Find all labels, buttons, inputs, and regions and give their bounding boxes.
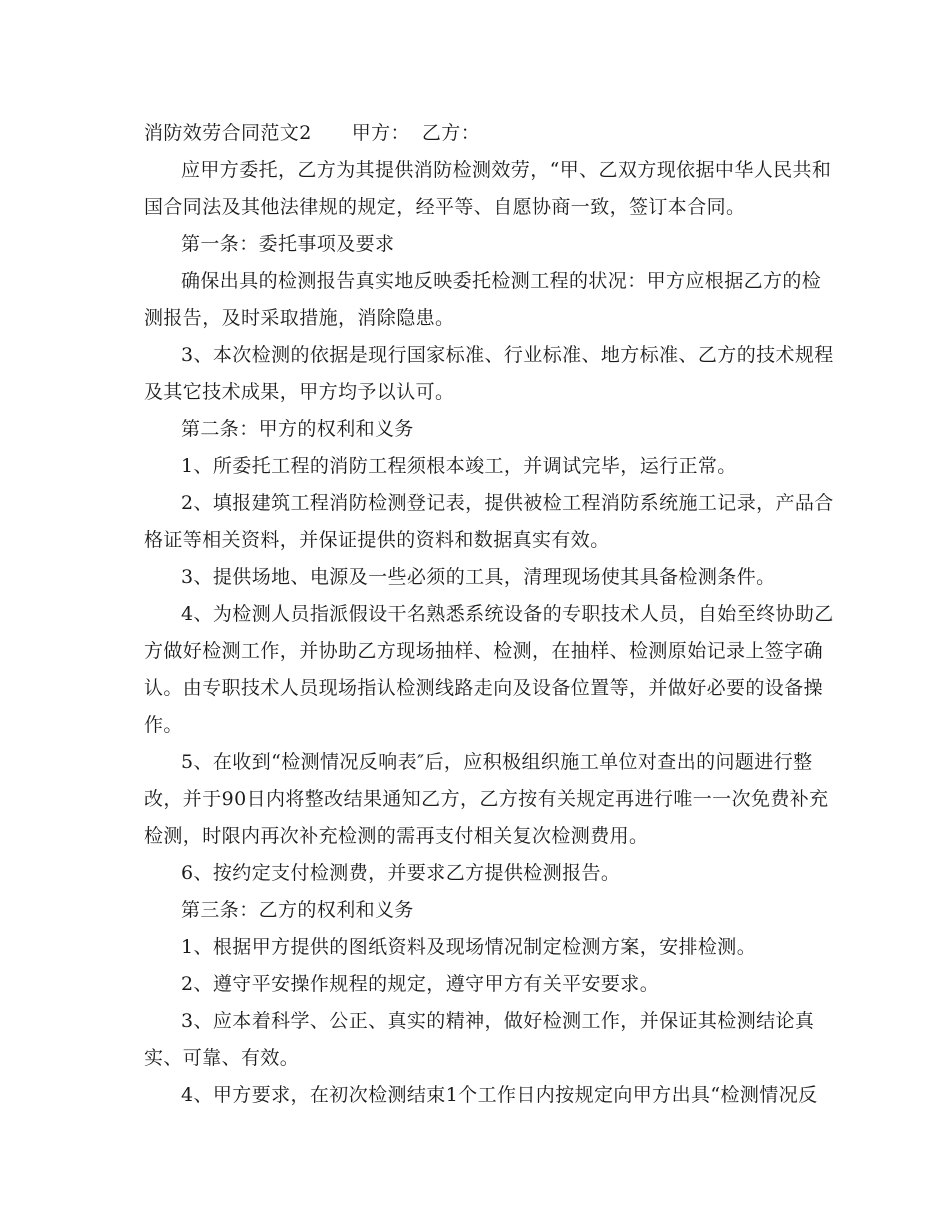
paragraph-line: 2、遵守平安操作规程的规定，遵守甲方有关平安要求。: [181, 973, 660, 995]
paragraph-line: 应甲方委托，乙方为其提供消防检测效劳，“甲、乙双方现依据中华人民共和: [181, 159, 832, 181]
paragraph-line: 1、根据甲方提供的图纸资料及现场情况制定检测方案，安排检测。: [181, 936, 757, 958]
paragraph-line: 国合同法及其他法律规的规定，经平等、自愿协商一致，签订本合同。: [144, 196, 746, 218]
paragraph-line: 认。由专职技术人员现场指认检测线路走向及设备位置等，并做好必要的设备操: [144, 677, 824, 699]
paragraph-line: 2、填报建筑工程消防检测登记表，提供被检工程消防系统施工记录，产品合: [181, 492, 834, 514]
paragraph-line: 确保出具的检测报告真实地反映委托检测工程的状况：甲方应根据乙方的检: [181, 270, 822, 292]
section-heading: 第二条：甲方的权利和义务: [181, 418, 414, 440]
paragraph-line: 3、应本着科学、公正、真实的精神，做好检测工作，并保证其检测结论真: [181, 1010, 815, 1032]
paragraph-line: 方做好检测工作，并协助乙方现场抽样、检测，在抽样、检测原始记录上签字确: [144, 640, 824, 662]
paragraph-line: 4、为检测人员指派假设干名熟悉系统设备的专职技术人员，自始至终协助乙: [181, 603, 834, 625]
paragraph-line: 4、甲方要求，在初次检测结束1个工作日内按规定向甲方出具“检测情况反: [181, 1084, 818, 1106]
section-heading: 第一条：委托事项及要求: [181, 233, 395, 255]
paragraph-line: 作。: [144, 714, 183, 736]
paragraph-line: 测报告，及时采取措施，消除隐患。: [144, 307, 455, 329]
party-a-label: 甲方：: [351, 122, 410, 144]
document-title-line: [144, 118, 809, 145]
document-title: 消防效劳合同范文2: [144, 122, 312, 144]
paragraph-line: 格证等相关资料，并保证提供的资料和数据真实有效。: [144, 529, 610, 551]
paragraph-line: 5、在收到“检测情况反响表″后，应积极组织施工单位对查出的问题进行整: [181, 751, 813, 773]
section-heading: 第三条：乙方的权利和义务: [181, 899, 414, 921]
paragraph-line: 及其它技术成果，甲方均予以认可。: [144, 381, 455, 403]
paragraph-line: 3、提供场地、电源及一些必须的工具，清理现场使其具备检测条件。: [181, 566, 776, 588]
paragraph-line: 检测，时限内再次补充检测的需再支付相关复次检测费用。: [144, 825, 649, 847]
paragraph-line: 3、本次检测的依据是现行国家标准、行业标准、地方标准、乙方的技术规程: [181, 344, 834, 366]
paragraph-line: 实、可靠、有效。: [144, 1047, 300, 1069]
party-b-label: 乙方：: [421, 122, 481, 144]
paragraph-line: 改，并于90日内将整改结果通知乙方，乙方按有关规定再进行唯一一次免费补充: [144, 788, 829, 810]
paragraph-line: 6、按约定支付检测费，并要求乙方提供检测报告。: [181, 862, 621, 884]
paragraph-line: 1、所委托工程的消防工程须根本竣工，并调试完毕，运行正常。: [181, 455, 737, 477]
